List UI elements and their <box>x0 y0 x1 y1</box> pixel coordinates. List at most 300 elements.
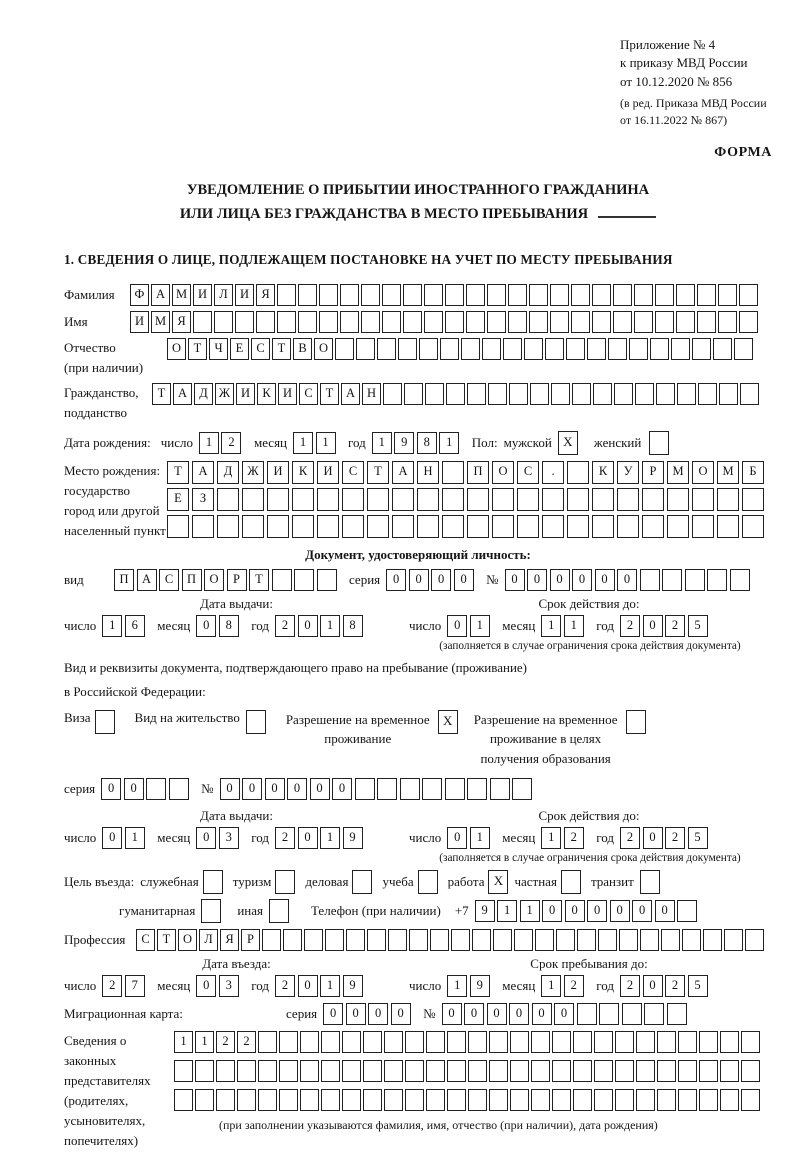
stay-day-grid[interactable] <box>447 975 492 997</box>
form-cell[interactable]: 0 <box>242 778 262 800</box>
form-cell[interactable] <box>622 1003 642 1025</box>
form-cell[interactable]: 0 <box>102 827 122 849</box>
form-cell[interactable]: 0 <box>323 1003 343 1025</box>
form-cell[interactable]: 1 <box>320 827 340 849</box>
form-cell[interactable]: 0 <box>587 900 607 922</box>
form-cell[interactable] <box>656 383 675 405</box>
form-cell[interactable] <box>524 338 543 360</box>
form-cell[interactable]: 2 <box>665 827 685 849</box>
form-cell[interactable] <box>169 778 189 800</box>
form-cell[interactable]: 1 <box>195 1031 214 1053</box>
form-cell[interactable] <box>405 1031 424 1053</box>
form-cell[interactable] <box>561 870 581 894</box>
form-cell[interactable] <box>487 284 506 306</box>
form-cell[interactable] <box>451 929 470 951</box>
form-cell[interactable] <box>203 870 223 894</box>
form-cell[interactable] <box>342 515 364 538</box>
form-cell[interactable]: 0 <box>332 778 352 800</box>
form-cell[interactable] <box>146 778 166 800</box>
form-cell[interactable] <box>447 1031 466 1053</box>
form-cell[interactable] <box>361 311 380 333</box>
form-cell[interactable] <box>552 1031 571 1053</box>
form-cell[interactable]: П <box>467 461 489 484</box>
phone-grid[interactable] <box>475 900 700 922</box>
form-cell[interactable] <box>400 778 420 800</box>
form-cell[interactable] <box>384 1060 403 1082</box>
form-cell[interactable] <box>720 1060 739 1082</box>
form-cell[interactable] <box>216 1060 235 1082</box>
form-cell[interactable] <box>697 311 716 333</box>
form-cell[interactable] <box>277 284 296 306</box>
form-cell[interactable] <box>550 311 569 333</box>
form-cell[interactable]: О <box>492 461 514 484</box>
form-cell[interactable] <box>730 569 750 591</box>
form-cell[interactable] <box>717 488 739 511</box>
form-cell[interactable] <box>426 1089 445 1111</box>
birth-place-grid-row1[interactable] <box>167 461 767 484</box>
form-cell[interactable]: 0 <box>124 778 144 800</box>
form-cell[interactable]: 2 <box>564 975 584 997</box>
form-cell[interactable]: 1 <box>320 615 340 637</box>
form-cell[interactable]: О <box>204 569 224 591</box>
form-cell[interactable] <box>417 488 439 511</box>
form-cell[interactable] <box>615 1060 634 1082</box>
form-cell[interactable]: 2 <box>275 827 295 849</box>
form-cell[interactable] <box>446 383 465 405</box>
form-cell[interactable] <box>363 1031 382 1053</box>
form-cell[interactable] <box>367 488 389 511</box>
migration-number-grid[interactable] <box>442 1003 690 1025</box>
form-cell[interactable]: Р <box>227 569 247 591</box>
form-cell[interactable] <box>667 488 689 511</box>
form-cell[interactable]: 0 <box>643 975 663 997</box>
form-cell[interactable] <box>550 284 569 306</box>
form-cell[interactable] <box>703 929 722 951</box>
residence-expiry-year-grid[interactable] <box>620 827 710 849</box>
form-cell[interactable]: Я <box>220 929 239 951</box>
form-cell[interactable]: 0 <box>464 1003 484 1025</box>
form-cell[interactable] <box>636 1031 655 1053</box>
form-cell[interactable]: 0 <box>617 569 637 591</box>
form-cell[interactable] <box>321 1060 340 1082</box>
form-cell[interactable] <box>467 778 487 800</box>
form-cell[interactable]: С <box>342 461 364 484</box>
form-cell[interactable]: Н <box>362 383 381 405</box>
form-cell[interactable] <box>300 1089 319 1111</box>
form-cell[interactable] <box>573 1031 592 1053</box>
form-cell[interactable]: 0 <box>368 1003 388 1025</box>
form-cell[interactable] <box>294 569 314 591</box>
form-cell[interactable]: 1 <box>439 432 459 454</box>
form-cell[interactable] <box>174 1089 193 1111</box>
form-cell[interactable] <box>300 1060 319 1082</box>
form-cell[interactable]: 1 <box>497 900 517 922</box>
form-cell[interactable]: А <box>392 461 414 484</box>
form-cell[interactable] <box>258 1031 277 1053</box>
form-cell[interactable] <box>275 870 295 894</box>
form-cell[interactable] <box>739 284 758 306</box>
form-cell[interactable] <box>662 569 682 591</box>
form-cell[interactable] <box>409 929 428 951</box>
form-cell[interactable]: 1 <box>470 615 490 637</box>
form-cell[interactable]: И <box>193 284 212 306</box>
form-cell[interactable] <box>304 929 323 951</box>
form-cell[interactable] <box>572 383 591 405</box>
form-cell[interactable]: 5 <box>688 827 708 849</box>
surname-grid[interactable] <box>130 284 760 306</box>
entry-day-grid[interactable] <box>102 975 147 997</box>
form-cell[interactable] <box>699 1089 718 1111</box>
identity-expiry-month-grid[interactable] <box>541 615 586 637</box>
birth-day-grid[interactable] <box>199 432 244 454</box>
form-cell[interactable] <box>492 488 514 511</box>
form-cell[interactable] <box>640 929 659 951</box>
form-cell[interactable] <box>405 1060 424 1082</box>
form-cell[interactable] <box>644 1003 664 1025</box>
form-cell[interactable] <box>321 1031 340 1053</box>
form-cell[interactable] <box>657 1060 676 1082</box>
form-cell[interactable]: И <box>235 284 254 306</box>
form-cell[interactable] <box>279 1031 298 1053</box>
form-cell[interactable] <box>692 515 714 538</box>
form-cell[interactable] <box>508 311 527 333</box>
form-cell[interactable] <box>490 778 510 800</box>
identity-number-grid[interactable] <box>505 569 753 591</box>
form-cell[interactable] <box>551 383 570 405</box>
migration-series-grid[interactable] <box>323 1003 413 1025</box>
form-cell[interactable] <box>649 431 669 455</box>
form-cell[interactable] <box>741 1060 760 1082</box>
form-cell[interactable]: И <box>267 461 289 484</box>
form-cell[interactable] <box>235 311 254 333</box>
form-cell[interactable] <box>617 488 639 511</box>
form-cell[interactable]: Л <box>214 284 233 306</box>
form-cell[interactable] <box>237 1060 256 1082</box>
form-cell[interactable] <box>242 515 264 538</box>
form-cell[interactable] <box>535 929 554 951</box>
form-cell[interactable] <box>319 311 338 333</box>
form-cell[interactable]: О <box>314 338 333 360</box>
form-cell[interactable] <box>707 569 727 591</box>
form-cell[interactable] <box>571 284 590 306</box>
form-cell[interactable] <box>361 284 380 306</box>
form-cell[interactable] <box>167 515 189 538</box>
purpose-humanitarian-checkbox[interactable] <box>201 899 223 923</box>
form-cell[interactable]: Е <box>167 488 189 511</box>
form-cell[interactable] <box>292 515 314 538</box>
form-cell[interactable] <box>482 338 501 360</box>
form-cell[interactable] <box>447 1060 466 1082</box>
form-cell[interactable] <box>657 1089 676 1111</box>
form-cell[interactable] <box>567 515 589 538</box>
form-cell[interactable] <box>508 284 527 306</box>
form-cell[interactable] <box>404 383 423 405</box>
form-cell[interactable]: Я <box>172 311 191 333</box>
form-cell[interactable]: 8 <box>219 615 239 637</box>
entry-year-grid[interactable] <box>275 975 365 997</box>
form-cell[interactable] <box>382 311 401 333</box>
form-cell[interactable]: 0 <box>595 569 615 591</box>
form-cell[interactable]: 0 <box>447 827 467 849</box>
form-cell[interactable] <box>468 1031 487 1053</box>
form-cell[interactable] <box>503 338 522 360</box>
form-cell[interactable]: А <box>137 569 157 591</box>
form-cell[interactable] <box>335 338 354 360</box>
form-cell[interactable]: К <box>592 461 614 484</box>
form-cell[interactable]: Ч <box>209 338 228 360</box>
entry-month-grid[interactable] <box>196 975 241 997</box>
form-cell[interactable] <box>699 1031 718 1053</box>
form-cell[interactable]: 9 <box>475 900 495 922</box>
form-cell[interactable] <box>542 515 564 538</box>
form-cell[interactable] <box>388 929 407 951</box>
form-cell[interactable]: 0 <box>643 827 663 849</box>
form-cell[interactable] <box>342 488 364 511</box>
form-cell[interactable]: Б <box>742 461 764 484</box>
form-cell[interactable] <box>678 1089 697 1111</box>
stay-year-grid[interactable] <box>620 975 710 997</box>
birth-place-grid-row3[interactable] <box>167 515 767 538</box>
form-cell[interactable] <box>592 311 611 333</box>
form-cell[interactable] <box>552 1089 571 1111</box>
form-cell[interactable]: 9 <box>394 432 414 454</box>
form-cell[interactable] <box>676 311 695 333</box>
form-cell[interactable] <box>510 1089 529 1111</box>
form-cell[interactable] <box>655 284 674 306</box>
purpose-business-checkbox[interactable] <box>352 870 374 894</box>
form-cell[interactable]: . <box>542 461 564 484</box>
form-cell[interactable]: 0 <box>391 1003 411 1025</box>
form-cell[interactable] <box>512 778 532 800</box>
form-cell[interactable] <box>417 515 439 538</box>
form-cell[interactable] <box>298 284 317 306</box>
form-cell[interactable]: Р <box>241 929 260 951</box>
form-cell[interactable] <box>262 929 281 951</box>
form-cell[interactable] <box>634 311 653 333</box>
form-cell[interactable]: 0 <box>527 569 547 591</box>
residence-expiry-month-grid[interactable] <box>541 827 586 849</box>
form-cell[interactable]: 1 <box>564 615 584 637</box>
form-cell[interactable]: Т <box>272 338 291 360</box>
form-cell[interactable] <box>529 311 548 333</box>
form-cell[interactable] <box>342 1031 361 1053</box>
form-cell[interactable] <box>377 338 396 360</box>
form-cell[interactable] <box>587 338 606 360</box>
form-cell[interactable]: 0 <box>346 1003 366 1025</box>
form-cell[interactable] <box>629 338 648 360</box>
form-cell[interactable] <box>442 488 464 511</box>
form-cell[interactable] <box>567 488 589 511</box>
residence-permit-checkbox[interactable] <box>246 710 268 734</box>
form-cell[interactable] <box>392 515 414 538</box>
form-cell[interactable] <box>342 1060 361 1082</box>
sex-male-checkbox[interactable] <box>558 431 580 455</box>
form-cell[interactable]: У <box>617 461 639 484</box>
form-cell[interactable] <box>724 929 743 951</box>
form-cell[interactable]: Ж <box>215 383 234 405</box>
form-cell[interactable] <box>552 1060 571 1082</box>
form-cell[interactable] <box>445 284 464 306</box>
form-cell[interactable] <box>593 383 612 405</box>
form-cell[interactable] <box>398 338 417 360</box>
form-cell[interactable]: 2 <box>620 975 640 997</box>
form-cell[interactable]: 1 <box>541 615 561 637</box>
form-cell[interactable]: 1 <box>102 615 122 637</box>
form-cell[interactable]: С <box>251 338 270 360</box>
form-cell[interactable]: 0 <box>196 975 216 997</box>
form-cell[interactable] <box>594 1060 613 1082</box>
residence-issue-year-grid[interactable] <box>275 827 365 849</box>
form-cell[interactable] <box>217 488 239 511</box>
form-cell[interactable]: П <box>182 569 202 591</box>
form-cell[interactable] <box>650 338 669 360</box>
form-cell[interactable]: 1 <box>470 827 490 849</box>
profession-grid[interactable] <box>136 929 766 951</box>
form-cell[interactable] <box>214 311 233 333</box>
form-cell[interactable]: 0 <box>298 615 318 637</box>
form-cell[interactable]: Т <box>320 383 339 405</box>
form-cell[interactable] <box>636 1089 655 1111</box>
form-cell[interactable] <box>699 1060 718 1082</box>
form-cell[interactable]: 2 <box>216 1031 235 1053</box>
form-cell[interactable]: 0 <box>572 569 592 591</box>
form-cell[interactable] <box>325 929 344 951</box>
form-cell[interactable] <box>510 1031 529 1053</box>
form-cell[interactable] <box>692 488 714 511</box>
form-cell[interactable] <box>279 1060 298 1082</box>
patronymic-grid[interactable] <box>167 338 755 360</box>
form-cell[interactable] <box>594 1031 613 1053</box>
form-cell[interactable] <box>719 383 738 405</box>
form-cell[interactable] <box>392 488 414 511</box>
form-cell[interactable] <box>95 710 115 734</box>
form-cell[interactable] <box>640 569 660 591</box>
form-cell[interactable] <box>422 778 442 800</box>
form-cell[interactable] <box>342 1089 361 1111</box>
form-cell[interactable]: К <box>292 461 314 484</box>
stay-month-grid[interactable] <box>541 975 586 997</box>
form-cell[interactable] <box>242 488 264 511</box>
form-cell[interactable] <box>403 311 422 333</box>
form-cell[interactable] <box>626 710 646 734</box>
form-cell[interactable]: 0 <box>610 900 630 922</box>
form-cell[interactable]: П <box>114 569 134 591</box>
form-cell[interactable] <box>279 1089 298 1111</box>
form-cell[interactable] <box>592 284 611 306</box>
identity-issue-day-grid[interactable] <box>102 615 147 637</box>
form-cell[interactable] <box>355 778 375 800</box>
form-cell[interactable]: 9 <box>343 827 363 849</box>
guardians-grid-row1[interactable] <box>174 1031 762 1053</box>
form-cell[interactable] <box>377 778 397 800</box>
form-cell[interactable] <box>440 338 459 360</box>
form-cell[interactable] <box>492 515 514 538</box>
identity-expiry-year-grid[interactable] <box>620 615 710 637</box>
form-cell[interactable] <box>613 284 632 306</box>
identity-expiry-day-grid[interactable] <box>447 615 492 637</box>
form-cell[interactable] <box>741 1089 760 1111</box>
form-cell[interactable]: 1 <box>125 827 145 849</box>
form-cell[interactable]: 7 <box>125 975 145 997</box>
form-cell[interactable] <box>319 284 338 306</box>
identity-kind-grid[interactable] <box>114 569 339 591</box>
form-cell[interactable]: 0 <box>554 1003 574 1025</box>
form-cell[interactable]: М <box>172 284 191 306</box>
form-cell[interactable] <box>426 1060 445 1082</box>
form-cell[interactable] <box>678 1060 697 1082</box>
form-cell[interactable] <box>608 338 627 360</box>
form-cell[interactable] <box>642 515 664 538</box>
form-cell[interactable] <box>718 311 737 333</box>
form-cell[interactable]: 0 <box>409 569 429 591</box>
guardians-grid-row2[interactable] <box>174 1060 762 1082</box>
form-cell[interactable] <box>489 1089 508 1111</box>
form-cell[interactable] <box>545 338 564 360</box>
form-cell[interactable]: А <box>173 383 192 405</box>
residence-issue-month-grid[interactable] <box>196 827 241 849</box>
form-cell[interactable] <box>256 311 275 333</box>
form-cell[interactable] <box>592 515 614 538</box>
form-cell[interactable] <box>677 900 697 922</box>
form-cell[interactable]: Т <box>152 383 171 405</box>
form-cell[interactable] <box>592 488 614 511</box>
form-cell[interactable] <box>466 311 485 333</box>
form-cell[interactable] <box>685 569 705 591</box>
form-cell[interactable]: Н <box>417 461 439 484</box>
form-cell[interactable] <box>363 1060 382 1082</box>
form-cell[interactable]: 1 <box>541 975 561 997</box>
form-cell[interactable] <box>489 1060 508 1082</box>
form-cell[interactable]: 0 <box>386 569 406 591</box>
form-cell[interactable] <box>317 488 339 511</box>
form-cell[interactable]: 1 <box>316 432 336 454</box>
form-cell[interactable]: В <box>293 338 312 360</box>
form-cell[interactable]: 6 <box>125 615 145 637</box>
form-cell[interactable] <box>363 1089 382 1111</box>
form-cell[interactable]: 1 <box>199 432 219 454</box>
form-cell[interactable]: 0 <box>196 615 216 637</box>
form-cell[interactable]: 0 <box>265 778 285 800</box>
form-cell[interactable] <box>741 1031 760 1053</box>
form-cell[interactable]: 0 <box>101 778 121 800</box>
form-cell[interactable]: С <box>517 461 539 484</box>
form-cell[interactable]: 1 <box>174 1031 193 1053</box>
form-cell[interactable]: 0 <box>287 778 307 800</box>
form-cell[interactable] <box>529 284 548 306</box>
form-cell[interactable]: М <box>667 461 689 484</box>
form-cell[interactable] <box>445 311 464 333</box>
birth-place-grid-row2[interactable] <box>167 488 767 511</box>
form-cell[interactable] <box>676 284 695 306</box>
form-cell[interactable] <box>598 929 617 951</box>
form-cell[interactable]: Т <box>167 461 189 484</box>
form-cell[interactable] <box>258 1060 277 1082</box>
form-cell[interactable]: Л <box>199 929 218 951</box>
form-cell[interactable] <box>509 383 528 405</box>
form-cell[interactable] <box>517 515 539 538</box>
form-cell[interactable]: А <box>151 284 170 306</box>
form-cell[interactable]: 9 <box>343 975 363 997</box>
form-cell[interactable] <box>272 569 292 591</box>
form-cell[interactable]: А <box>192 461 214 484</box>
form-cell[interactable] <box>317 569 337 591</box>
form-cell[interactable]: 1 <box>447 975 467 997</box>
form-cell[interactable]: 0 <box>542 900 562 922</box>
form-cell[interactable]: 3 <box>219 975 239 997</box>
form-cell[interactable]: 2 <box>665 615 685 637</box>
form-cell[interactable] <box>419 338 438 360</box>
form-cell[interactable] <box>352 870 372 894</box>
